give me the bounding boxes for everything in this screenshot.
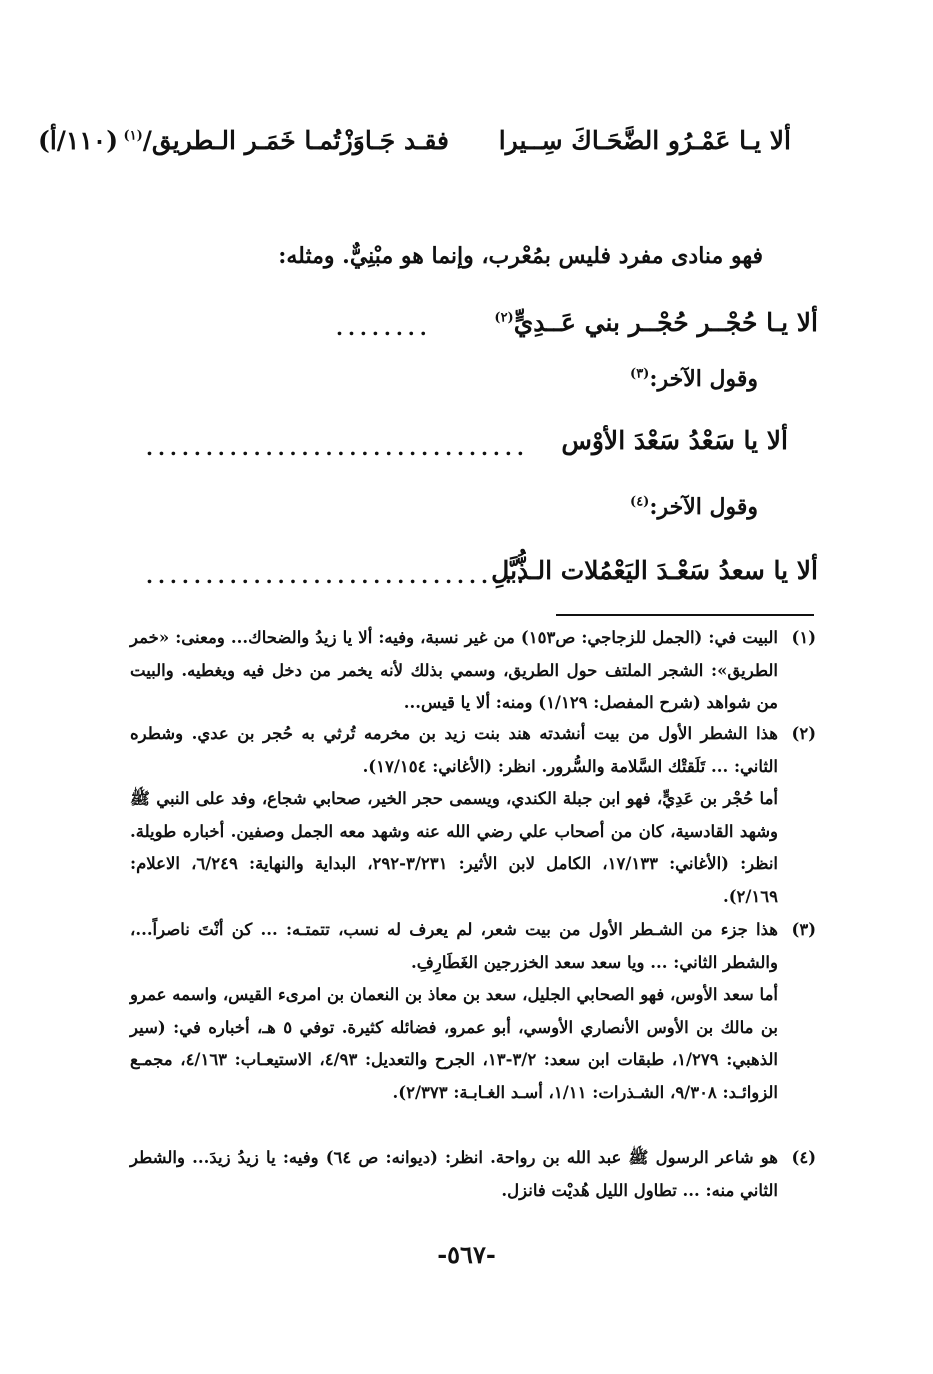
verse-hujr-dots: ........ <box>336 316 432 340</box>
note-ref-2: (٢) <box>494 310 514 326</box>
verse-saad-al-aws: ألا يا سَعْدُ سَعْدَ الأوْس <box>561 426 788 455</box>
verse-saad-al-aws-dots: ................................ <box>146 436 529 460</box>
verse-saad-yaamulat-dots: ................................ <box>146 564 529 588</box>
header-hemistich-right: ألا يـا عَمْـرُو الضَّحَـاكَ سِــيرا <box>498 126 791 155</box>
footnote-1 <box>130 622 816 720</box>
body-line-1: فهو منادى مفرد فليس بمُعْرب، وإنما هو مبْنِيٌّ. ومثله: <box>278 243 763 269</box>
header-hemistich-left: فقـد جَـاوَزْتُمـا خَمَـر الـطريق/$^{(١)}$ <box>123 126 449 155</box>
footnote-separator <box>556 614 814 616</box>
footnote-text-continued: أما حُجْر بن عَدِيٍّ، فهو ابن جبلة الكندي، ويسمى حجر الخير، صحابي شجاع، وفد على النبي ﷺ وشهد القادسية، كان من أصحاب علي رضي الله عنه وشهد معه الجمل وصفين. أخباره طويلة. انظر: (الأغاني: ١٧/١٣٣، الكامل لابن الأثير: ٣/٢٣١-٢٩٢، البداية والنهاية: ٦/٢٤٩، الاعلام: ٢/١٦٩). <box>130 789 778 906</box>
body-line-5: وقول الآخر:$^{(٤)}$ <box>630 494 758 520</box>
footnote-text: هذا جزء من الشـطر الأول من بيت شعر، لم يعرف له نسب، تتمتـه: ... كن أنْتَ ناصراً...، والشطر الثاني: ... ويا سعد سعد الخزرجين الغَطَارِفِ. <box>130 920 778 972</box>
footnote-number: (٣) <box>791 920 816 939</box>
folio-marker: (١١٠/أ) <box>38 126 119 155</box>
footnote-text: هذا الشطر الأول من بيت أنشدته هند بنت زيد بن مخرمه تُرثي به حُجر بن عدي. وشطره الثاني: ... تَلَقتْك السَّلامة والسُّرور. انظر: (الأغاني: ١٧/١٥٤). <box>130 724 778 776</box>
body-line-3: وقول الآخر:$^{(٣)}$ <box>630 366 758 392</box>
footnote-text: هو شاعر الرسول ﷺ عبد الله بن رواحة. انظر: (ديوانه: ص ٦٤) وفيه: يا زيدُ زيدَ... والشطر الثاني منه: ... تطاول الليل هُديْت فانزل. <box>130 1148 778 1200</box>
note-ref-4: (٤) <box>630 494 650 510</box>
footnote-4 <box>130 1142 816 1207</box>
verse-saad-yaamulat: ألا يا سعدُ سَعْـدَ اليَعْمُلات الـذُّبَّلِ <box>491 556 818 585</box>
note-ref-3: (٣) <box>630 366 650 382</box>
page-number: -٥٦٧- <box>437 1240 496 1269</box>
footnote-number: (١) <box>791 628 816 647</box>
footnote-text-continued: أما سعد الأوس، فهو الصحابي الجليل، سعد بن معاذ بن النعمان بن امرىء القيس، واسمه عمرو بن مالك بن الأوس الأنصاري الأوسي، أبو عمرو، فضائله كثيرة. توفي ٥ هـ، أخباره في: (سير الذهبي: ١/٢٧٩، طبقات ابن سعد: ٣/٢-١٣، الجرح والتعديل: ٤/٩٣، الاستيعـاب: ٤/١٦٣، مجمـع الزوائـد: ٩/٣٠٨، الشـذرات: ١/١١، أسـد الغـابـة: ٢/٣٧٣). <box>130 985 779 1102</box>
verse-hujr: ألا يـا حُجْــر حُجْــر بني عَــدِيٍّ$^{(٢)}$ <box>494 308 818 337</box>
note-ref-1: (١) <box>123 128 143 144</box>
footnote-3 <box>130 914 816 1109</box>
footnote-text: البيت في: (الجمل للزجاجي: ص١٥٣) من غير نسبة، وفيه: ألا يا زيدُ والضحاك... ومعنى: «خمر الطريق»: الشجر الملتف حول الطريق، وسمي بذلك لأنه يخمر من دخل فيه ويغطيه. والبيت من شواهد (شرح المفصل: ١/١٢٩) ومنه: ألا يا قيس... <box>130 628 778 712</box>
footnote-2 <box>130 718 816 913</box>
footnote-number: (٢) <box>791 724 816 743</box>
footnote-number: (٤) <box>791 1148 816 1167</box>
